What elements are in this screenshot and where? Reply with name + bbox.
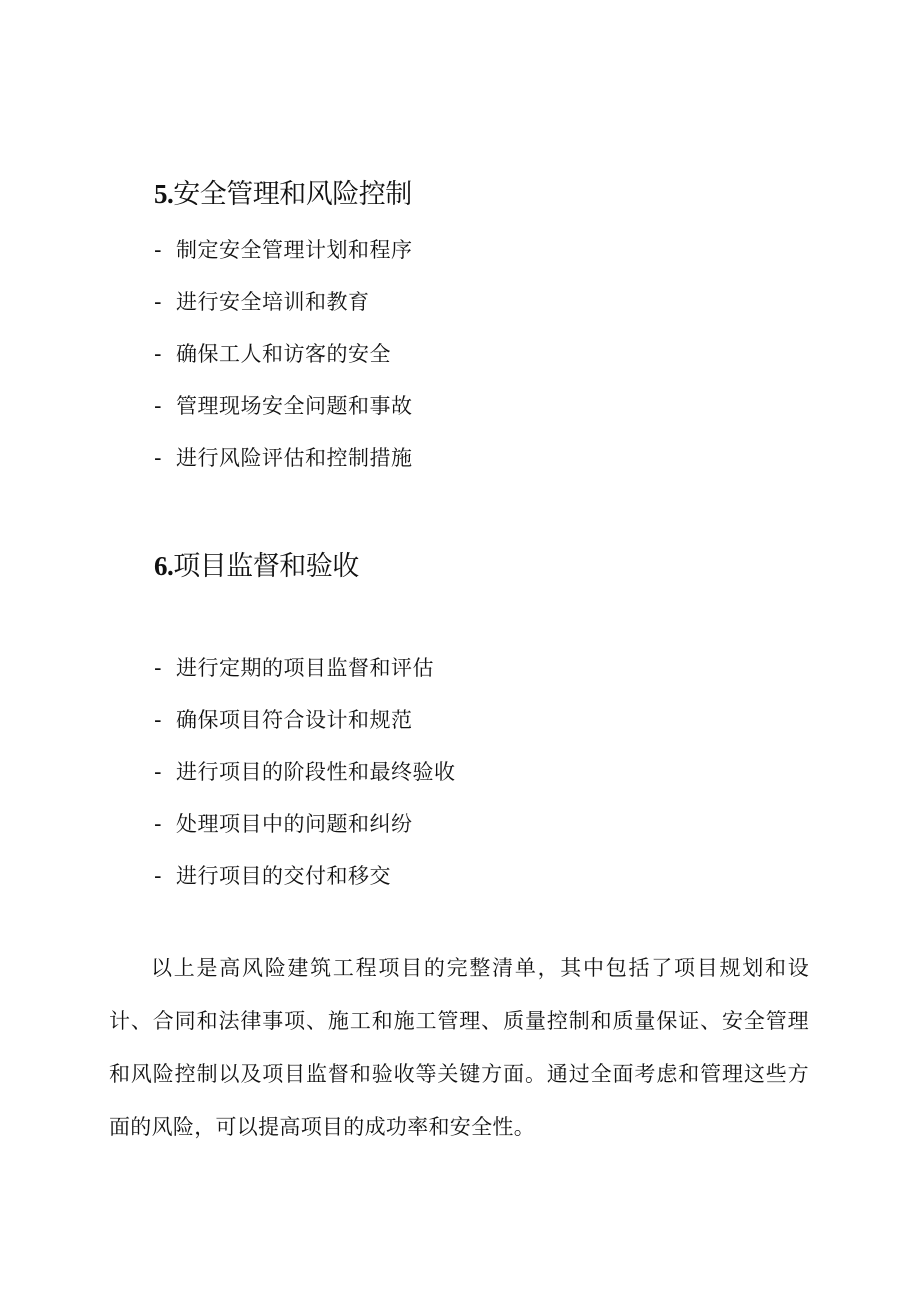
list-item-text: 制定安全管理计划和程序 <box>176 238 413 262</box>
list-item-text: 进行项目的交付和移交 <box>176 864 391 888</box>
bullet-dash: - <box>154 812 163 836</box>
list-item <box>154 758 456 810</box>
list-item-text: 确保工人和访客的安全 <box>176 342 391 366</box>
list-item <box>154 340 413 392</box>
bullet-dash: - <box>154 760 163 784</box>
list-item-text: 管理现场安全问题和事故 <box>176 394 413 418</box>
list-item <box>154 444 413 496</box>
list-item-text: 进行项目的阶段性和最终验收 <box>176 760 456 784</box>
list-item <box>154 236 413 288</box>
section-6-title: 项目监督和验收 <box>173 551 359 582</box>
bullet-dash: - <box>154 342 163 366</box>
bullet-dash: - <box>154 708 163 732</box>
list-item-text: 确保项目符合设计和规范 <box>176 708 413 732</box>
bullet-dash: - <box>154 394 163 418</box>
list-item-text: 处理项目中的问题和纠纷 <box>176 812 413 836</box>
list-item <box>154 654 456 706</box>
section-6-heading <box>154 549 359 584</box>
section-5-title: 安全管理和风险控制 <box>173 179 412 210</box>
list-item-text: 进行安全培训和教育 <box>176 290 370 314</box>
list-item-text: 进行风险评估和控制措施 <box>176 446 413 470</box>
bullet-dash: - <box>154 864 163 888</box>
bullet-dash: - <box>154 446 163 470</box>
section-5-number: 5. <box>154 179 174 209</box>
bullet-dash: - <box>154 656 163 680</box>
section-6-list <box>154 654 456 914</box>
list-item <box>154 288 413 340</box>
section-6-number: 6. <box>154 551 174 581</box>
bullet-dash: - <box>154 238 163 262</box>
list-item-text: 进行定期的项目监督和评估 <box>176 656 434 680</box>
section-5-heading <box>154 177 412 212</box>
bullet-dash: - <box>154 290 163 314</box>
section-5-list <box>154 236 413 496</box>
list-item <box>154 810 456 862</box>
list-item <box>154 392 413 444</box>
list-item <box>154 706 456 758</box>
summary-paragraph: 以上是高风险建筑工程项目的完整清单，其中包括了项目规划和设计、合同和法律事项、施工和施工管理、质量控制和质量保证、安全管理和风险控制以及项目监督和验收等关键方面。通过全面考虑和管理这些方面的风险，可以提高项目的成功率和安全性。 <box>109 956 809 1139</box>
list-item <box>154 862 456 914</box>
